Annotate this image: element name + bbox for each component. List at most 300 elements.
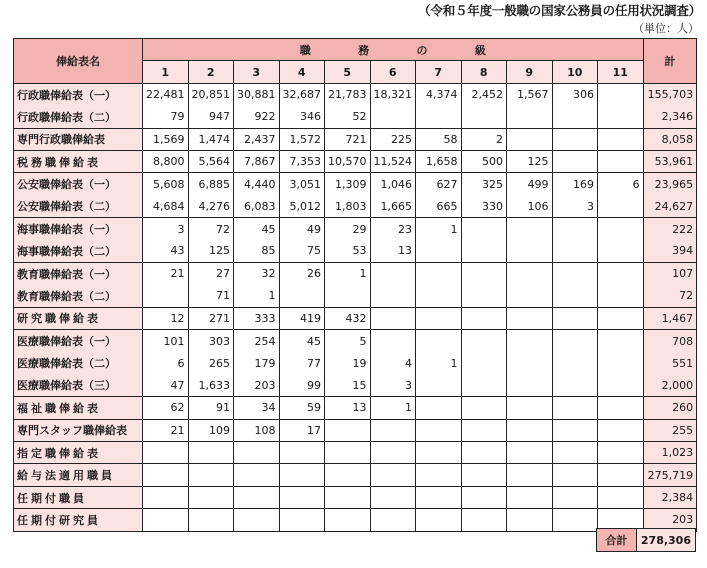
cell-grade-3: 6,083 (234, 195, 280, 217)
table-row (14, 486, 697, 508)
cell-grade-6 (370, 442, 416, 464)
cell-grade-7: 4,374 (416, 83, 462, 105)
table-row (14, 218, 697, 240)
cell-grade-2: 20,851 (188, 83, 234, 105)
cell-grade-1 (143, 509, 189, 531)
cell-grade-3: 32 (234, 262, 280, 284)
row-name: 任期付職員 (14, 486, 143, 508)
cell-grade-1: 22,481 (143, 83, 189, 105)
grade-header-8: 8 (461, 61, 507, 83)
row-total: 1,023 (643, 442, 697, 464)
cell-grade-9 (507, 262, 553, 284)
cell-grade-7 (416, 397, 462, 419)
grand-total (596, 528, 696, 552)
cell-grade-2: 72 (188, 218, 234, 240)
cell-grade-3 (234, 486, 280, 508)
cell-grade-5 (325, 486, 371, 508)
cell-grade-6: 225 (370, 128, 416, 150)
cell-grade-10 (552, 150, 598, 172)
cell-grade-2: 1,633 (188, 374, 234, 396)
row-name: 給与法適用職員 (14, 464, 143, 486)
cell-grade-7: 58 (416, 128, 462, 150)
cell-grade-10: 306 (552, 83, 598, 105)
cell-grade-5: 21,783 (325, 83, 371, 105)
cell-grade-2: 125 (188, 240, 234, 262)
cell-grade-3: 7,867 (234, 150, 280, 172)
cell-grade-10 (552, 262, 598, 284)
cell-grade-7 (416, 419, 462, 441)
cell-grade-4: 59 (279, 397, 325, 419)
cell-grade-2: 1,474 (188, 128, 234, 150)
cell-grade-4: 3,051 (279, 173, 325, 195)
grade-header-4: 4 (279, 61, 325, 83)
cell-grade-2: 271 (188, 307, 234, 329)
cell-grade-7 (416, 330, 462, 352)
row-total: 107 (643, 262, 697, 284)
cell-grade-11: 6 (598, 173, 644, 195)
cell-grade-11 (598, 218, 644, 240)
cell-grade-9 (507, 509, 553, 531)
row-name: 行政職俸給表（一） (14, 83, 143, 105)
cell-grade-9 (507, 218, 553, 240)
cell-grade-9 (507, 106, 553, 128)
cell-grade-7 (416, 374, 462, 396)
cell-grade-8: 2 (461, 128, 507, 150)
table-row (14, 262, 697, 284)
cell-grade-6: 1,046 (370, 173, 416, 195)
cell-grade-3 (234, 442, 280, 464)
table-body (14, 83, 697, 531)
grade-header-5: 5 (325, 61, 371, 83)
cell-grade-11 (598, 150, 644, 172)
cell-grade-8 (461, 486, 507, 508)
cell-grade-4 (279, 486, 325, 508)
cell-grade-7: 1,658 (416, 150, 462, 172)
cell-grade-10 (552, 307, 598, 329)
cell-grade-10 (552, 486, 598, 508)
cell-grade-2 (188, 486, 234, 508)
cell-grade-10: 169 (552, 173, 598, 195)
cell-grade-9 (507, 486, 553, 508)
cell-grade-9 (507, 307, 553, 329)
cell-grade-8 (461, 218, 507, 240)
row-total: 255 (643, 419, 697, 441)
cell-grade-1: 47 (143, 374, 189, 396)
cell-grade-11 (598, 240, 644, 262)
row-total: 2,346 (643, 106, 697, 128)
appointment-table (13, 38, 697, 532)
cell-grade-7: 665 (416, 195, 462, 217)
cell-grade-4 (279, 464, 325, 486)
cell-grade-10 (552, 442, 598, 464)
cell-grade-1: 43 (143, 240, 189, 262)
cell-grade-6 (370, 509, 416, 531)
table-row (14, 419, 697, 441)
row-total: 23,965 (643, 173, 697, 195)
unit-label: （単位：人） (633, 22, 699, 35)
table-row (14, 442, 697, 464)
cell-grade-5 (325, 509, 371, 531)
row-name: 海事職俸給表（二） (14, 240, 143, 262)
cell-grade-8: 330 (461, 195, 507, 217)
row-total: 275,719 (643, 464, 697, 486)
cell-grade-9: 1,567 (507, 83, 553, 105)
cell-grade-7 (416, 307, 462, 329)
cell-grade-3: 2,437 (234, 128, 280, 150)
row-name: 医療職俸給表（三） (14, 374, 143, 396)
cell-grade-3 (234, 509, 280, 531)
table-row (14, 352, 697, 374)
cell-grade-8 (461, 442, 507, 464)
cell-grade-5: 1,309 (325, 173, 371, 195)
cell-grade-3: 179 (234, 352, 280, 374)
cell-grade-3: 34 (234, 397, 280, 419)
cell-grade-5 (325, 464, 371, 486)
cell-grade-10 (552, 240, 598, 262)
row-name: 公安職俸給表（二） (14, 195, 143, 217)
cell-grade-10 (552, 397, 598, 419)
grade-group-char: 級 (474, 43, 486, 57)
cell-grade-11 (598, 464, 644, 486)
cell-grade-8 (461, 397, 507, 419)
cell-grade-10 (552, 419, 598, 441)
row-name: 海事職俸給表（一） (14, 218, 143, 240)
cell-grade-2: 265 (188, 352, 234, 374)
cell-grade-7 (416, 106, 462, 128)
cell-grade-4: 26 (279, 262, 325, 284)
cell-grade-8 (461, 285, 507, 307)
cell-grade-9 (507, 240, 553, 262)
table-row (14, 509, 697, 531)
cell-grade-5: 53 (325, 240, 371, 262)
cell-grade-5: 1 (325, 262, 371, 284)
cell-grade-9 (507, 442, 553, 464)
cell-grade-2: 4,276 (188, 195, 234, 217)
row-name: 税務職俸給表 (14, 150, 143, 172)
table-row (14, 173, 697, 195)
cell-grade-3: 4,440 (234, 173, 280, 195)
table-row (14, 150, 697, 172)
cell-grade-7 (416, 262, 462, 284)
grand-total-label: 合計 (596, 529, 636, 552)
cell-grade-11 (598, 442, 644, 464)
grade-header-7: 7 (416, 61, 462, 83)
cell-grade-7: 1 (416, 352, 462, 374)
cell-grade-3: 254 (234, 330, 280, 352)
cell-grade-8 (461, 419, 507, 441)
cell-grade-10 (552, 352, 598, 374)
row-name: 教育職俸給表（一） (14, 262, 143, 284)
cell-grade-7 (416, 486, 462, 508)
cell-grade-9 (507, 128, 553, 150)
table-row (14, 83, 697, 105)
cell-grade-11 (598, 285, 644, 307)
table-row (14, 195, 697, 217)
grade-header-10: 10 (552, 61, 598, 83)
cell-grade-9 (507, 464, 553, 486)
row-total: 8,058 (643, 128, 697, 150)
cell-grade-1 (143, 285, 189, 307)
cell-grade-1 (143, 442, 189, 464)
cell-grade-2: 71 (188, 285, 234, 307)
cell-grade-6: 4 (370, 352, 416, 374)
row-name: 任期付研究員 (14, 509, 143, 531)
cell-grade-2: 5,564 (188, 150, 234, 172)
row-name: 医療職俸給表（二） (14, 352, 143, 374)
cell-grade-6: 23 (370, 218, 416, 240)
cell-grade-9 (507, 285, 553, 307)
cell-grade-9 (507, 419, 553, 441)
cell-grade-8 (461, 464, 507, 486)
row-total: 551 (643, 352, 697, 374)
cell-grade-9 (507, 397, 553, 419)
grade-header-1: 1 (143, 61, 189, 83)
cell-grade-11 (598, 374, 644, 396)
cell-grade-7: 627 (416, 173, 462, 195)
table-row (14, 464, 697, 486)
cell-grade-10 (552, 128, 598, 150)
cell-grade-8: 325 (461, 173, 507, 195)
cell-grade-6: 1 (370, 397, 416, 419)
row-total: 203 (643, 509, 697, 531)
row-total: 53,961 (643, 150, 697, 172)
cell-grade-4 (279, 285, 325, 307)
cell-grade-11 (598, 352, 644, 374)
cell-grade-7: 1 (416, 218, 462, 240)
table-row (14, 330, 697, 352)
cell-grade-2: 947 (188, 106, 234, 128)
cell-grade-10 (552, 509, 598, 531)
cell-grade-8 (461, 262, 507, 284)
cell-grade-3: 30,881 (234, 83, 280, 105)
row-name: 専門行政職俸給表 (14, 128, 143, 150)
cell-grade-1: 6 (143, 352, 189, 374)
cell-grade-9 (507, 352, 553, 374)
cell-grade-6: 1,665 (370, 195, 416, 217)
cell-grade-1: 21 (143, 419, 189, 441)
cell-grade-10 (552, 330, 598, 352)
grade-group-char: 職 (299, 43, 311, 57)
cell-grade-6 (370, 486, 416, 508)
cell-grade-8 (461, 240, 507, 262)
row-total: 708 (643, 330, 697, 352)
cell-grade-1: 4,684 (143, 195, 189, 217)
cell-grade-11 (598, 83, 644, 105)
cell-grade-8 (461, 330, 507, 352)
cell-grade-11 (598, 307, 644, 329)
cell-grade-8: 500 (461, 150, 507, 172)
cell-grade-10 (552, 218, 598, 240)
cell-grade-2 (188, 464, 234, 486)
cell-grade-2: 27 (188, 262, 234, 284)
cell-grade-5 (325, 419, 371, 441)
cell-grade-6: 13 (370, 240, 416, 262)
table-row (14, 128, 697, 150)
cell-grade-3: 203 (234, 374, 280, 396)
cell-grade-5: 1,803 (325, 195, 371, 217)
cell-grade-8 (461, 352, 507, 374)
cell-grade-4: 49 (279, 218, 325, 240)
cell-grade-3 (234, 464, 280, 486)
cell-grade-6 (370, 464, 416, 486)
cell-grade-5: 52 (325, 106, 371, 128)
row-name: 公安職俸給表（一） (14, 173, 143, 195)
cell-grade-4: 346 (279, 106, 325, 128)
row-name: 教育職俸給表（二） (14, 285, 143, 307)
row-name: 研究職俸給表 (14, 307, 143, 329)
cell-grade-1: 62 (143, 397, 189, 419)
cell-grade-6 (370, 285, 416, 307)
cell-grade-1: 101 (143, 330, 189, 352)
row-total: 394 (643, 240, 697, 262)
grand-total-value: 278,306 (636, 529, 695, 552)
row-total: 2,000 (643, 374, 697, 396)
cell-grade-4: 99 (279, 374, 325, 396)
table-row (14, 397, 697, 419)
header-total-col: 計 (643, 39, 697, 84)
cell-grade-6 (370, 106, 416, 128)
cell-grade-5: 432 (325, 307, 371, 329)
cell-grade-3: 1 (234, 285, 280, 307)
cell-grade-1: 3 (143, 218, 189, 240)
cell-grade-5: 19 (325, 352, 371, 374)
cell-grade-1 (143, 486, 189, 508)
row-total: 24,627 (643, 195, 697, 217)
cell-grade-4: 75 (279, 240, 325, 262)
cell-grade-6: 18,321 (370, 83, 416, 105)
cell-grade-9: 106 (507, 195, 553, 217)
table-row (14, 106, 697, 128)
cell-grade-8 (461, 106, 507, 128)
cell-grade-6: 3 (370, 374, 416, 396)
cell-grade-10 (552, 285, 598, 307)
grade-header-6: 6 (370, 61, 416, 83)
cell-grade-3: 333 (234, 307, 280, 329)
cell-grade-7 (416, 442, 462, 464)
table-row (14, 307, 697, 329)
cell-grade-1: 1,569 (143, 128, 189, 150)
cell-grade-11 (598, 262, 644, 284)
cell-grade-9: 499 (507, 173, 553, 195)
cell-grade-10 (552, 106, 598, 128)
cell-grade-5: 13 (325, 397, 371, 419)
cell-grade-4 (279, 509, 325, 531)
row-name: 指定職俸給表 (14, 442, 143, 464)
cell-grade-8: 2,452 (461, 83, 507, 105)
cell-grade-9: 125 (507, 150, 553, 172)
grade-header-11: 11 (598, 61, 644, 83)
cell-grade-4: 7,353 (279, 150, 325, 172)
cell-grade-5: 721 (325, 128, 371, 150)
cell-grade-4: 5,012 (279, 195, 325, 217)
row-name: 行政職俸給表（二） (14, 106, 143, 128)
cell-grade-11 (598, 330, 644, 352)
cell-grade-11 (598, 486, 644, 508)
cell-grade-1 (143, 464, 189, 486)
cell-grade-8 (461, 307, 507, 329)
row-total: 2,384 (643, 486, 697, 508)
cell-grade-10 (552, 374, 598, 396)
table-row (14, 285, 697, 307)
cell-grade-5 (325, 442, 371, 464)
row-total: 72 (643, 285, 697, 307)
grade-group-char: の (416, 43, 428, 57)
cell-grade-7 (416, 240, 462, 262)
cell-grade-7 (416, 285, 462, 307)
cell-grade-8 (461, 374, 507, 396)
cell-grade-8 (461, 509, 507, 531)
grade-group-char: 務 (358, 43, 370, 57)
cell-grade-11 (598, 106, 644, 128)
cell-grade-3: 108 (234, 419, 280, 441)
cell-grade-4: 32,687 (279, 83, 325, 105)
cell-grade-11 (598, 397, 644, 419)
grade-header-9: 9 (507, 61, 553, 83)
row-name: 医療職俸給表（一） (14, 330, 143, 352)
cell-grade-2 (188, 442, 234, 464)
cell-grade-9 (507, 330, 553, 352)
cell-grade-1: 21 (143, 262, 189, 284)
cell-grade-7 (416, 509, 462, 531)
table-row (14, 240, 697, 262)
cell-grade-4: 77 (279, 352, 325, 374)
cell-grade-11 (598, 419, 644, 441)
grade-header-2: 2 (188, 61, 234, 83)
cell-grade-4: 45 (279, 330, 325, 352)
cell-grade-4: 1,572 (279, 128, 325, 150)
cell-grade-3: 922 (234, 106, 280, 128)
cell-grade-2: 109 (188, 419, 234, 441)
cell-grade-6 (370, 307, 416, 329)
row-total: 155,703 (643, 83, 697, 105)
row-total: 260 (643, 397, 697, 419)
cell-grade-6 (370, 262, 416, 284)
cell-grade-5: 29 (325, 218, 371, 240)
cell-grade-3: 85 (234, 240, 280, 262)
cell-grade-5: 10,570 (325, 150, 371, 172)
row-name: 専門スタッフ職俸給表 (14, 419, 143, 441)
cell-grade-1: 12 (143, 307, 189, 329)
header-name-col: 俸給表名 (14, 39, 143, 84)
cell-grade-5: 15 (325, 374, 371, 396)
header-grade-group (143, 39, 644, 61)
cell-grade-11 (598, 128, 644, 150)
cell-grade-2: 303 (188, 330, 234, 352)
cell-grade-10 (552, 464, 598, 486)
cell-grade-10: 3 (552, 195, 598, 217)
cell-grade-6 (370, 330, 416, 352)
cell-grade-9 (507, 374, 553, 396)
cell-grade-6: 11,524 (370, 150, 416, 172)
cell-grade-1: 8,800 (143, 150, 189, 172)
cell-grade-1: 79 (143, 106, 189, 128)
row-total: 222 (643, 218, 697, 240)
cell-grade-4 (279, 442, 325, 464)
grade-header-3: 3 (234, 61, 280, 83)
cell-grade-2: 91 (188, 397, 234, 419)
row-name: 福祉職俸給表 (14, 397, 143, 419)
cell-grade-2: 6,885 (188, 173, 234, 195)
cell-grade-2 (188, 509, 234, 531)
cell-grade-3: 45 (234, 218, 280, 240)
cell-grade-4: 17 (279, 419, 325, 441)
cell-grade-4: 419 (279, 307, 325, 329)
cell-grade-11 (598, 195, 644, 217)
table-caption: （令和５年度一般職の国家公務員の任用状況調査） (418, 3, 701, 18)
table-row (14, 374, 697, 396)
cell-grade-6 (370, 419, 416, 441)
cell-grade-1: 5,608 (143, 173, 189, 195)
